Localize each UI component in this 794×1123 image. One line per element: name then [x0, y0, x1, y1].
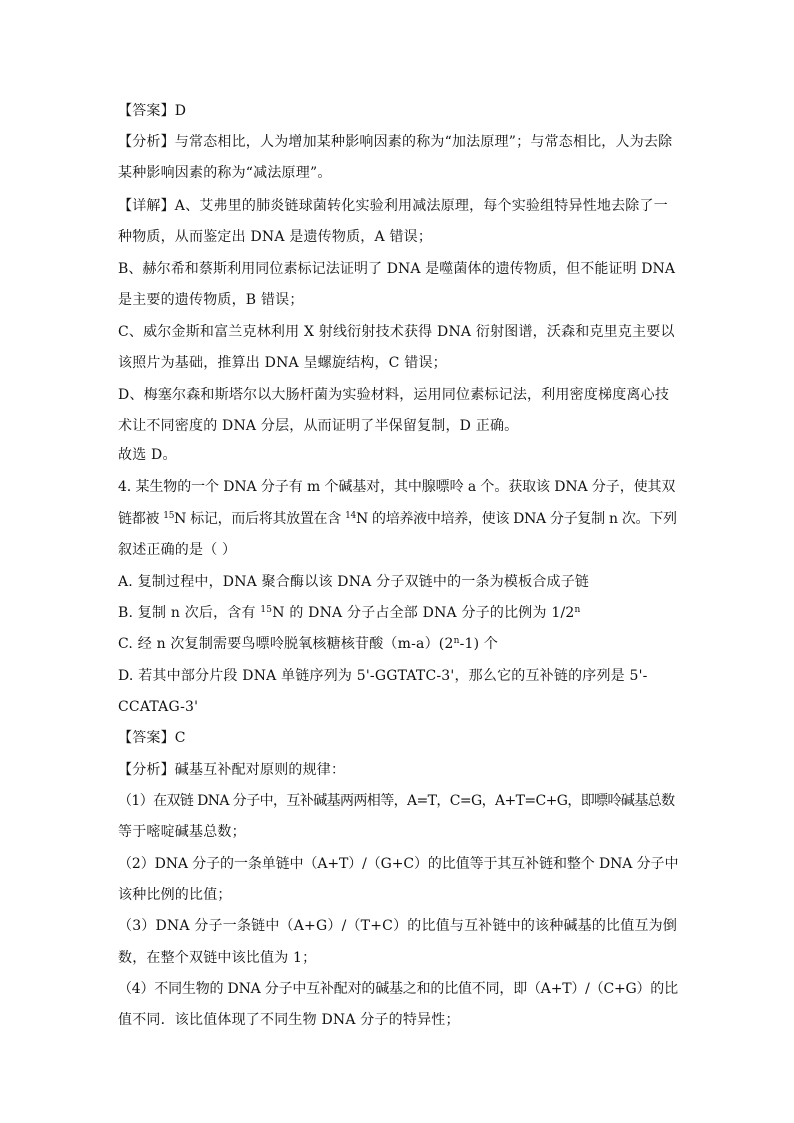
q3-detail-line-6: 该照片为基础，推算出 DNA 呈螺旋结构，C 错误； [118, 355, 447, 371]
q4-option-d-line-2: CCATAG-3' [118, 699, 199, 715]
superscript-n: n [453, 636, 460, 646]
q3-detail-line-7: D、梅塞尔森和斯塔尔以大肠杆菌为实验材料，运用同位素标记法，利用密度梯度离心技 [118, 387, 670, 403]
q3-conclusion: 故选 D。 [118, 447, 177, 463]
q4-rule-3-line-2: 数，在整个双链中该比值为 1； [118, 950, 317, 966]
q3-detail-line-2: 种物质，从而鉴定出 DNA 是遗传物质，A 错误； [118, 229, 433, 245]
q3-analysis-line-2: 某种影响因素的称为“减法原理”。 [118, 165, 332, 181]
superscript-n: n [574, 605, 581, 615]
q4-rule-2-line-2: 该种比例的比值； [118, 887, 232, 903]
q3-detail-line-8: 术让不同密度的 DNA 分层，从而证明了半保留复制，D 正确。 [118, 418, 519, 434]
superscript-15: 15 [260, 605, 273, 615]
q4-answer: 【答案】C [118, 730, 186, 746]
q3-analysis-line-1: 【分析】与常态相比，人为增加某种影响因素的称为“加法原理”；与常态相比，人为去除 [118, 134, 673, 150]
q3-detail-line-4: 是主要的遗传物质，B 错误； [118, 292, 304, 308]
q4-rule-4-line-2: 值不同．该比值体现了不同生物 DNA 分子的特异性； [118, 1012, 460, 1028]
q4-rule-3-line-1: （3）DNA 分子一条链中（A+G）/（T+C）的比值与互补链中的该种碱基的比值互为倒 [118, 918, 678, 934]
q4-stem-line-1: 4. 某生物的一个 DNA 分子有 m 个碱基对，其中腺嘌呤 a 个。获取该 DNA 分子，使其双 [118, 479, 676, 495]
q4-option-a: A. 复制过程中，DNA 聚合酶以该 DNA 分子双链中的一条为模板合成子链 [118, 574, 590, 590]
q4-rule-2-line-1: （2）DNA 分子的一条单链中（A+T）/（G+C）的比值等于其互补链和整个 DNA 分子中 [118, 856, 679, 872]
q4-option-b: B. 复制 n 次后，含有 $^{15}$N 的 DNA 分子占全部 DNA 分子的比例为 1/2$^n$ [118, 605, 581, 621]
q4-option-d-line-1: D. 若其中部分片段 DNA 单链序列为 5'-GGTATC-3'，那么它的互补链的序列是 5'- [118, 668, 648, 684]
q4-option-c: C. 经 n 次复制需要鸟嘌呤脱氧核糖核苷酸（m-a）(2$^n$-1) 个 [118, 636, 499, 652]
q4-analysis-title: 【分析】碱基互补配对原则的规律： [118, 762, 346, 778]
q4-stem-line-3: 叙述正确的是（ ） [118, 542, 237, 558]
q3-answer: 【答案】D [118, 103, 187, 119]
q4-rule-1-line-1: （1）在双链 DNA 分子中，互补碱基两两相等，A=T，C=G，A+T=C+G，即嘌呤碱基总数 [118, 793, 675, 809]
q3-detail-line-1: 【详解】A、艾弗里的肺炎链球菌转化实验利用减法原理，每个实验组特异性地去除了一 [118, 198, 668, 214]
q3-detail-line-5: C、威尔金斯和富兰克林利用 X 射线衍射技术获得 DNA 衍射图谱，沃森和克里克主要以 [118, 324, 675, 340]
q4-rule-4-line-1: （4）不同生物的 DNA 分子中互补配对的碱基之和的比值不同，即（A+T）/（C+G）的比 [118, 981, 678, 997]
q4-stem-line-2: 链都被 $^{15}$N 标记，而后将其放置在含 $^{14}$N 的培养液中培养，使该 DNA 分子复制 n 次。下列 [118, 511, 677, 527]
q4-rule-1-line-2: 等于嘧啶碱基总数； [118, 824, 246, 840]
superscript-15: 15 [163, 511, 175, 521]
q3-detail-line-3: B、赫尔希和蔡斯利用同位素标记法证明了 DNA 是噬菌体的遗传物质，但不能证明 DNA [118, 261, 676, 277]
superscript-14: 14 [345, 511, 356, 521]
